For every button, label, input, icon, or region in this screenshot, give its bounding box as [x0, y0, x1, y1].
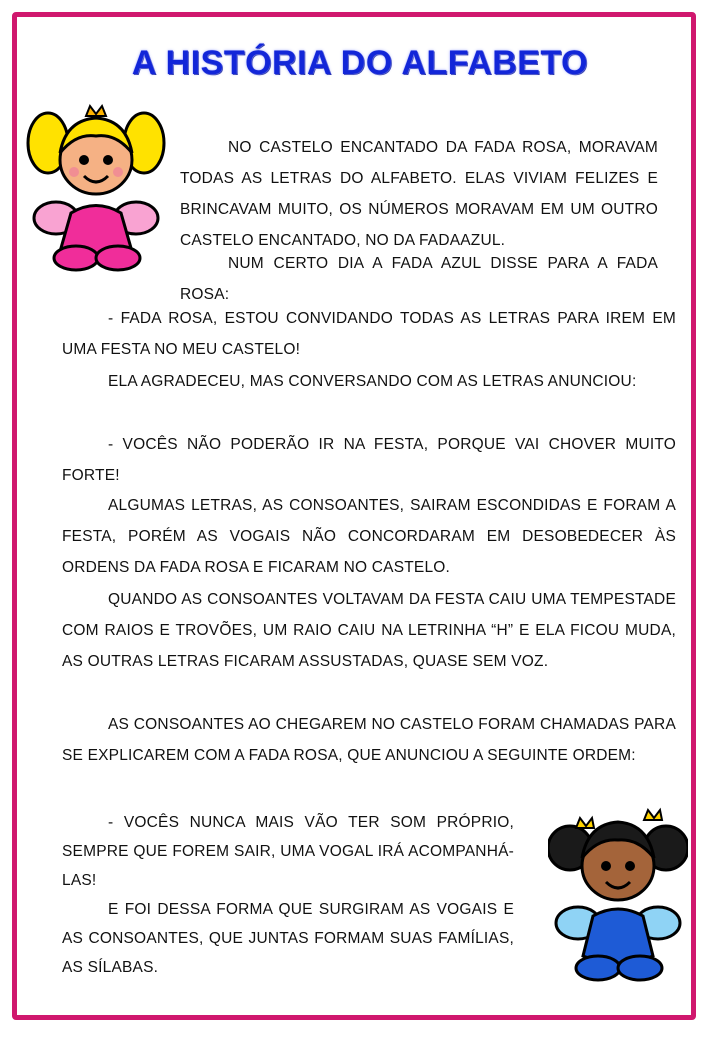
- story-paragraph-6: ALGUMAS LETRAS, AS CONSOANTES, SAIRAM ESCONDIDAS E FORAM A FESTA, PORÉM AS VOGAIS NÃO CONCORDARAM EM DESOBEDECER ÀS ORDENS DA FADA ROSA E FICARAM NO CASTELO.: [62, 497, 676, 576]
- pink-fairy-illustration: [26, 98, 166, 278]
- page-title: A HISTÓRIA DO ALFABETO: [131, 44, 589, 82]
- story-paragraph-1: NO CASTELO ENCANTADO DA FADA ROSA, MORAVAM TODAS AS LETRAS DO ALFABETO. ELAS VIVIAM FELIZES E BRINCAVAM MUITO, OS NÚMEROS MORAVAM EM UM OUTRO CASTELO ENCANTADO, NO DA FADAAZUL.: [180, 139, 658, 249]
- story-paragraph-5: - VOCÊS NÃO PODERÃO IR NA FESTA, PORQUE VAI CHOVER MUITO FORTE!: [62, 436, 676, 484]
- story-paragraph-4: ELA AGRADECEU, MAS CONVERSANDO COM AS LETRAS ANUNCIOU:: [108, 373, 637, 390]
- story-paragraph-8: AS CONSOANTES AO CHEGAREM NO CASTELO FORAM CHAMADAS PARA SE EXPLICAREM COM A FADA ROSA, QUE ANUNCIOU A SEGUINTE ORDEM:: [62, 716, 676, 764]
- story-paragraph-9: - VOCÊS NUNCA MAIS VÃO TER SOM PRÓPRIO, SEMPRE QUE FOREM SAIR, UMA VOGAL IRÁ ACOMPANHÁ-LAS!: [62, 814, 514, 889]
- story-paragraph-2: NUM CERTO DIA A FADA AZUL DISSE PARA A FADA ROSA:: [180, 255, 658, 303]
- blue-fairy-illustration: [548, 798, 688, 988]
- story-paragraph-3: - FADA ROSA, ESTOU CONVIDANDO TODAS AS LETRAS PARA IREM EM UMA FESTA NO MEU CASTELO!: [62, 310, 676, 358]
- story-paragraph-7: QUANDO AS CONSOANTES VOLTAVAM DA FESTA CAIU UMA TEMPESTADE COM RAIOS E TROVÕES, UM RAIO CAIU NA LETRINHA “H” E ELA FICOU MUDA, AS OUTRAS LETRAS FICARAM ASSUSTADAS, QUASE SEM VOZ.: [62, 591, 676, 670]
- story-paragraph-10: E FOI DESSA FORMA QUE SURGIRAM AS VOGAIS E AS CONSOANTES, QUE JUNTAS FORMAM SUAS FAMÍLIAS, AS SÍLABAS.: [62, 901, 514, 976]
